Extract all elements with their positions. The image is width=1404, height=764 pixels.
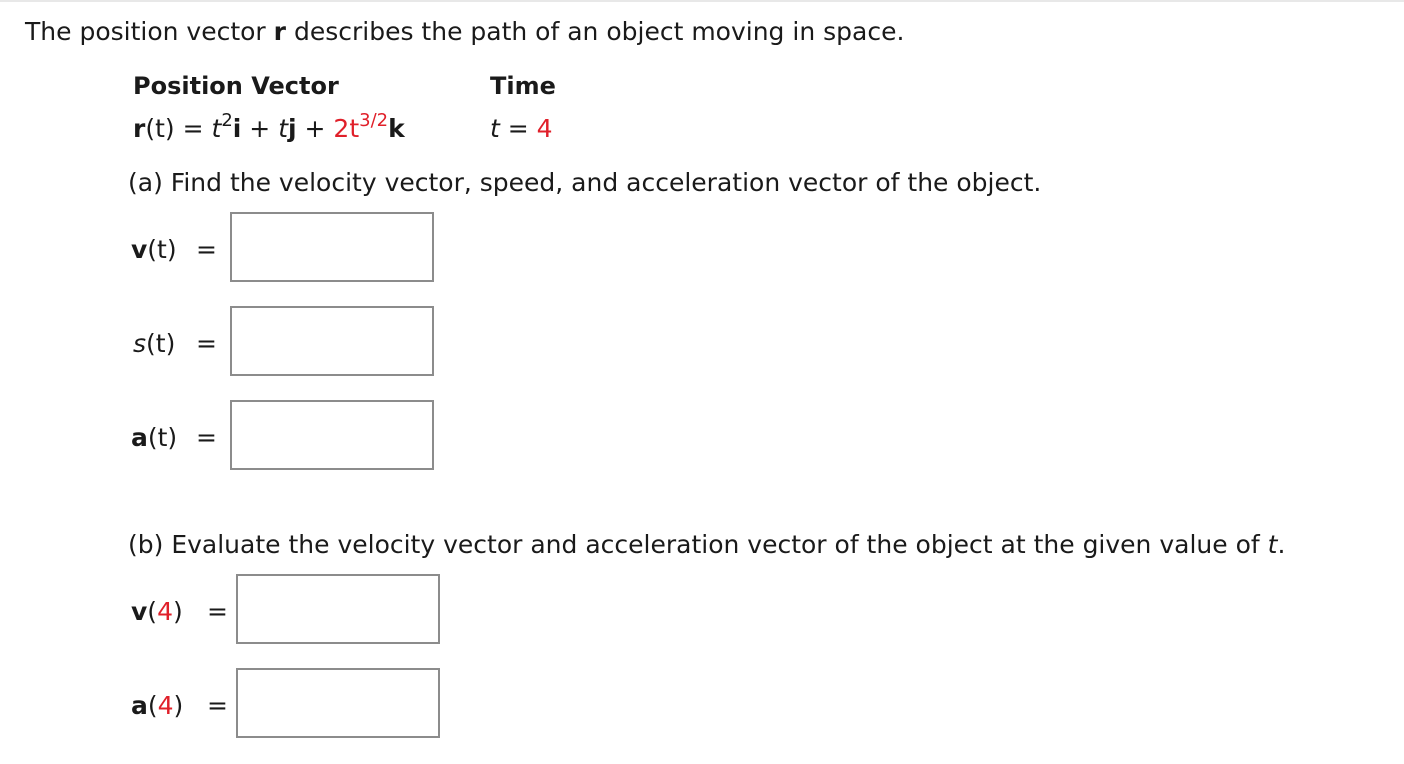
position-vector-header: Position Vector — [133, 72, 339, 100]
time-header: Time — [490, 72, 556, 100]
velocity-at-4-label: v(4) — [131, 597, 183, 626]
speed-label: s(t) — [133, 329, 176, 358]
speed-equals: = — [196, 329, 217, 358]
acceleration-at-4-input[interactable] — [236, 668, 440, 738]
velocity-equals: = — [196, 235, 217, 264]
acceleration-at-4-label: a(4) — [131, 691, 184, 720]
velocity-at-4-input[interactable] — [236, 574, 440, 644]
intro-r-bold: r — [273, 17, 287, 46]
acceleration-label: a(t) — [131, 423, 178, 452]
velocity-input[interactable] — [230, 212, 434, 282]
part-b-prompt: (b) Evaluate the velocity vector and acceleration vector of the object at the given value of t. — [128, 530, 1286, 559]
acceleration-input[interactable] — [230, 400, 434, 470]
intro-text-end: describes the path of an object moving in space. — [286, 17, 905, 46]
part-a-prompt: (a) Find the velocity vector, speed, and acceleration vector of the object. — [128, 168, 1042, 197]
velocity-at-4-equals: = — [207, 597, 228, 626]
time-expression: t = 4 — [490, 114, 553, 143]
problem-statement — [25, 17, 904, 46]
acceleration-equals: = — [196, 423, 217, 452]
position-vector-expression: $r(t) = t^2i$ + tj + $2t^{3/2}k$ — [133, 109, 405, 143]
intro-text: The position vector — [25, 17, 274, 46]
velocity-label: v(t) — [131, 235, 177, 264]
top-divider — [0, 0, 1404, 2]
acceleration-at-4-equals: = — [207, 691, 228, 720]
speed-input[interactable] — [230, 306, 434, 376]
